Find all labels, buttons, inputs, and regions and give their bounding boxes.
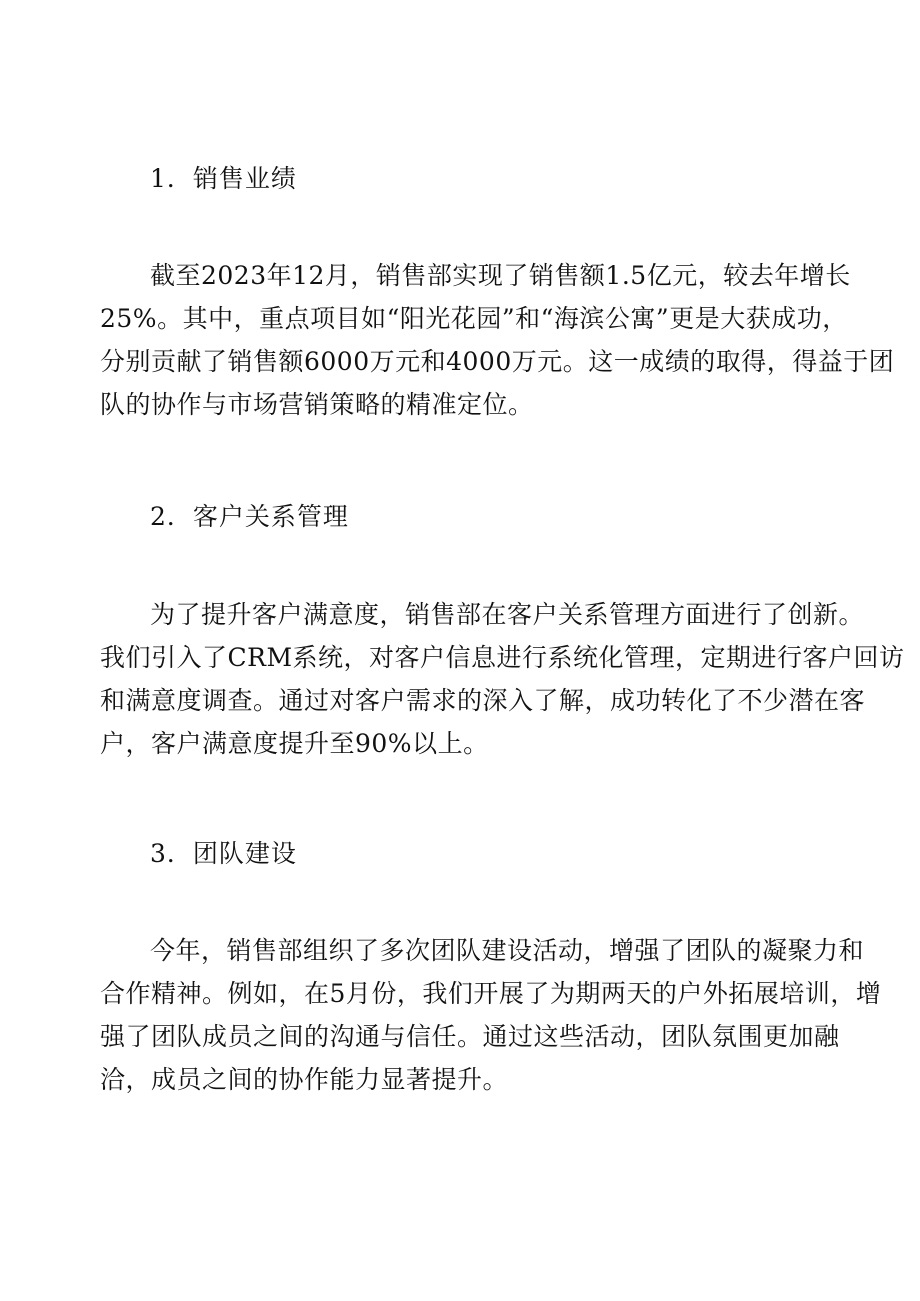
paragraph-line: 我们引入了CRM系统，对客户信息进行系统化管理，定期进行客户回访 <box>100 643 905 672</box>
paragraph-customer-relations <box>100 593 905 765</box>
paragraph-line: 队的协作与市场营销策略的精准定位。 <box>100 390 534 419</box>
paragraph-line: 分别贡献了销售额6000万元和4000万元。这一成绩的取得，得益于团 <box>100 347 895 376</box>
section-heading-team-building: 3．团队建设 <box>150 839 297 868</box>
section-heading-sales-performance: 1．销售业绩 <box>150 164 297 193</box>
section-heading-customer-relations: 2．客户关系管理 <box>150 502 349 531</box>
paragraph-sales-performance <box>100 254 895 426</box>
paragraph-line: 为了提升客户满意度，销售部在客户关系管理方面进行了创新。 <box>150 600 865 629</box>
paragraph-line: 户，客户满意度提升至90%以上。 <box>100 729 489 758</box>
paragraph-line: 和满意度调查。通过对客户需求的深入了解，成功转化了不少潜在客 <box>100 686 866 715</box>
paragraph-line: 截至2023年12月，销售部实现了销售额1.5亿元，较去年增长 <box>150 261 851 290</box>
paragraph-line: 强了团队成员之间的沟通与信任。通过这些活动，团队氛围更加融 <box>100 1022 840 1051</box>
paragraph-team-building <box>100 929 882 1101</box>
paragraph-line: 洽，成员之间的协作能力显著提升。 <box>100 1065 509 1094</box>
paragraph-line: 今年，销售部组织了多次团队建设活动，增强了团队的凝聚力和 <box>150 936 865 965</box>
paragraph-line: 25%。其中，重点项目如“阳光花园”和“海滨公寓”更是大获成功， <box>100 304 848 333</box>
paragraph-line: 合作精神。例如，在5月份，我们开展了为期两天的户外拓展培训，增 <box>100 979 882 1008</box>
